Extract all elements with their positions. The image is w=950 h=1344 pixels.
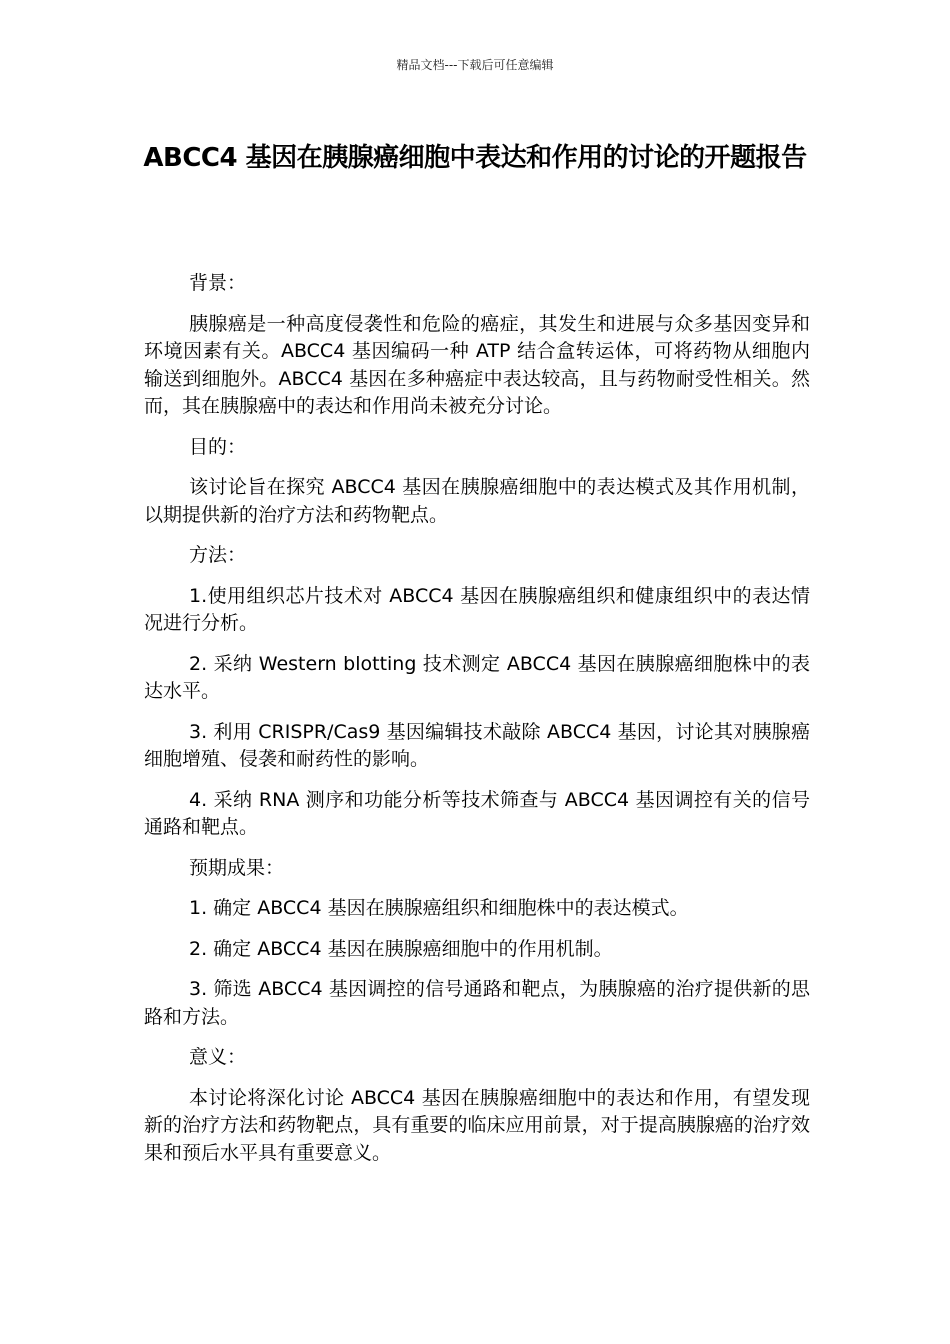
expected-results-item-3: 3. 筛选 ABCC4 基因调控的信号通路和靶点，为胰腺癌的治疗提供新的思路和方法。 (144, 978, 810, 1028)
document-title: ABCC4 基因在胰腺癌细胞中表达和作用的讨论的开题报告 (143, 143, 807, 173)
methods-item-3: 3. 利用 CRISPR/Cas9 基因编辑技术敲除 ABCC4 基因，讨论其对胰腺癌细胞增殖、侵袭和耐药性的影响。 (144, 720, 810, 770)
expected-results-heading: 预期成果： (189, 856, 285, 879)
header-note: 精品文档---下载后可任意编辑 (396, 58, 554, 72)
purpose-paragraph: 该讨论旨在探究 ABCC4 基因在胰腺癌细胞中的表达模式及其作用机制，以期提供新的治疗方法和药物靶点。 (144, 476, 810, 526)
significance-heading: 意义： (189, 1046, 247, 1068)
methods-item-2: 2. 采纳 Western blotting 技术测定 ABCC4 基因在胰腺癌细胞株中的表达水平。 (144, 652, 810, 702)
expected-results-item-2: 2. 确定 ABCC4 基因在胰腺癌细胞中的作用机制。 (189, 937, 613, 960)
purpose-heading: 目的： (189, 435, 247, 458)
methods-heading: 方法： (189, 544, 247, 566)
background-paragraph: 胰腺癌是一种高度侵袭性和危险的癌症，其发生和进展与众多基因变异和环境因素有关。ABCC4 基因编码一种 ATP 结合盒转运体，可将药物从细胞内输送到细胞外。ABCC4 基因在多种癌症中表达较高，且与药物耐受性相关。然而，其在胰腺癌中的表达和作用尚未被充分讨论。 (144, 312, 810, 417)
background-heading: 背景： (189, 272, 247, 294)
expected-results-item-1: 1. 确定 ABCC4 基因在胰腺癌组织和细胞株中的表达模式。 (189, 897, 689, 919)
significance-paragraph: 本讨论将深化讨论 ABCC4 基因在胰腺癌细胞中的表达和作用，有望发现新的治疗方法和药物靶点，具有重要的临床应用前景，对于提高胰腺癌的治疗效果和预后水平具有重要意义。 (144, 1086, 810, 1164)
methods-item-1: 1.使用组织芯片技术对 ABCC4 基因在胰腺癌组织和健康组织中的表达情况进行分析。 (144, 584, 810, 634)
methods-item-4: 4. 采纳 RNA 测序和功能分析等技术筛查与 ABCC4 基因调控有关的信号通路和靶点。 (144, 788, 810, 838)
document-body (144, 270, 810, 1180)
